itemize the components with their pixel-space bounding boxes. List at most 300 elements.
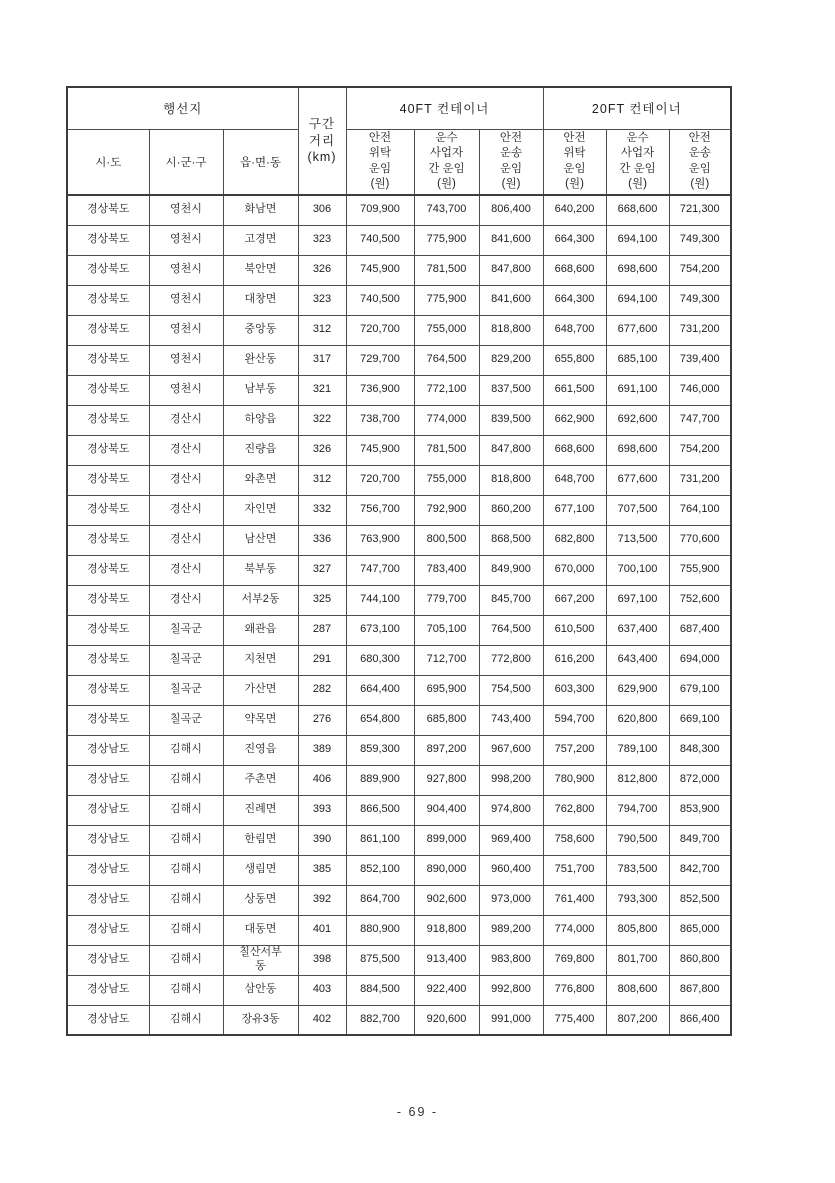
cell-distance-km: 317 bbox=[298, 345, 346, 375]
cell-20ft-safe-transport-fare: 749,300 bbox=[669, 285, 731, 315]
cell-20ft-inter-carrier-fare: 691,100 bbox=[606, 375, 669, 405]
cell-40ft-safe-transport-fare: 772,800 bbox=[479, 645, 543, 675]
cell-20ft-safe-transport-fare: 752,600 bbox=[669, 585, 731, 615]
cell-40ft-inter-carrier-fare: 695,900 bbox=[414, 675, 479, 705]
cell-sido: 경상남도 bbox=[67, 975, 149, 1005]
cell-sigungu: 김해시 bbox=[149, 795, 223, 825]
cell-eupmyeondong: 서부2동 bbox=[223, 585, 298, 615]
cell-sido: 경상북도 bbox=[67, 345, 149, 375]
cell-20ft-safe-consignment-fare: 780,900 bbox=[543, 765, 606, 795]
cell-40ft-inter-carrier-fare: 755,000 bbox=[414, 315, 479, 345]
cell-eupmyeondong: 생림면 bbox=[223, 855, 298, 885]
cell-40ft-safe-transport-fare: 764,500 bbox=[479, 615, 543, 645]
cell-sido: 경상북도 bbox=[67, 495, 149, 525]
cell-distance-km: 326 bbox=[298, 255, 346, 285]
cell-sigungu: 김해시 bbox=[149, 765, 223, 795]
cell-20ft-safe-consignment-fare: 661,500 bbox=[543, 375, 606, 405]
cell-eupmyeondong: 진례면 bbox=[223, 795, 298, 825]
cell-20ft-safe-transport-fare: 669,100 bbox=[669, 705, 731, 735]
cell-20ft-safe-transport-fare: 754,200 bbox=[669, 435, 731, 465]
cell-sigungu: 김해시 bbox=[149, 975, 223, 1005]
cell-40ft-safe-transport-fare: 847,800 bbox=[479, 255, 543, 285]
cell-20ft-safe-consignment-fare: 594,700 bbox=[543, 705, 606, 735]
cell-20ft-safe-transport-fare: 687,400 bbox=[669, 615, 731, 645]
cell-40ft-safe-transport-fare: 841,600 bbox=[479, 225, 543, 255]
cell-40ft-inter-carrier-fare: 685,800 bbox=[414, 705, 479, 735]
cell-40ft-safe-consignment-fare: 673,100 bbox=[346, 615, 414, 645]
cell-40ft-inter-carrier-fare: 781,500 bbox=[414, 255, 479, 285]
cell-20ft-inter-carrier-fare: 789,100 bbox=[606, 735, 669, 765]
cell-sigungu: 김해시 bbox=[149, 1005, 223, 1035]
cell-40ft-inter-carrier-fare: 899,000 bbox=[414, 825, 479, 855]
cell-eupmyeondong: 남산면 bbox=[223, 525, 298, 555]
cell-20ft-inter-carrier-fare: 694,100 bbox=[606, 285, 669, 315]
cell-eupmyeondong: 와촌면 bbox=[223, 465, 298, 495]
cell-20ft-safe-consignment-fare: 616,200 bbox=[543, 645, 606, 675]
cell-distance-km: 402 bbox=[298, 1005, 346, 1035]
cell-20ft-safe-consignment-fare: 751,700 bbox=[543, 855, 606, 885]
cell-20ft-safe-transport-fare: 721,300 bbox=[669, 195, 731, 225]
table-row bbox=[67, 765, 731, 795]
cell-eupmyeondong: 가산면 bbox=[223, 675, 298, 705]
cell-eupmyeondong: 삼안동 bbox=[223, 975, 298, 1005]
cell-40ft-safe-transport-fare: 837,500 bbox=[479, 375, 543, 405]
table-row bbox=[67, 885, 731, 915]
cell-sido: 경상남도 bbox=[67, 825, 149, 855]
cell-20ft-inter-carrier-fare: 805,800 bbox=[606, 915, 669, 945]
cell-40ft-safe-transport-fare: 991,000 bbox=[479, 1005, 543, 1035]
table-row bbox=[67, 225, 731, 255]
cell-40ft-safe-consignment-fare: 864,700 bbox=[346, 885, 414, 915]
header-section-distance-km: 구간 거리 (km) bbox=[298, 87, 346, 195]
cell-20ft-inter-carrier-fare: 685,100 bbox=[606, 345, 669, 375]
cell-20ft-inter-carrier-fare: 620,800 bbox=[606, 705, 669, 735]
cell-sigungu: 김해시 bbox=[149, 855, 223, 885]
cell-sigungu: 경산시 bbox=[149, 465, 223, 495]
cell-eupmyeondong: 북부동 bbox=[223, 555, 298, 585]
table-row bbox=[67, 675, 731, 705]
table-row bbox=[67, 525, 731, 555]
cell-20ft-safe-consignment-fare: 774,000 bbox=[543, 915, 606, 945]
table-row bbox=[67, 375, 731, 405]
cell-eupmyeondong: 북안면 bbox=[223, 255, 298, 285]
cell-40ft-inter-carrier-fare: 712,700 bbox=[414, 645, 479, 675]
cell-40ft-inter-carrier-fare: 890,000 bbox=[414, 855, 479, 885]
cell-40ft-safe-transport-fare: 841,600 bbox=[479, 285, 543, 315]
cell-20ft-safe-consignment-fare: 603,300 bbox=[543, 675, 606, 705]
cell-distance-km: 332 bbox=[298, 495, 346, 525]
cell-40ft-inter-carrier-fare: 800,500 bbox=[414, 525, 479, 555]
cell-distance-km: 389 bbox=[298, 735, 346, 765]
cell-20ft-safe-consignment-fare: 677,100 bbox=[543, 495, 606, 525]
cell-20ft-inter-carrier-fare: 807,200 bbox=[606, 1005, 669, 1035]
cell-distance-km: 401 bbox=[298, 915, 346, 945]
header-40ft-safe-transport-fare: 안전 운송 운임 (원) bbox=[479, 129, 543, 195]
cell-20ft-inter-carrier-fare: 700,100 bbox=[606, 555, 669, 585]
header-destination-group: 행선지 bbox=[67, 87, 298, 129]
cell-40ft-inter-carrier-fare: 779,700 bbox=[414, 585, 479, 615]
cell-sigungu: 칠곡군 bbox=[149, 675, 223, 705]
cell-40ft-inter-carrier-fare: 913,400 bbox=[414, 945, 479, 975]
cell-40ft-safe-transport-fare: 868,500 bbox=[479, 525, 543, 555]
cell-distance-km: 390 bbox=[298, 825, 346, 855]
cell-20ft-safe-transport-fare: 755,900 bbox=[669, 555, 731, 585]
cell-20ft-inter-carrier-fare: 697,100 bbox=[606, 585, 669, 615]
cell-20ft-safe-transport-fare: 842,700 bbox=[669, 855, 731, 885]
cell-distance-km: 287 bbox=[298, 615, 346, 645]
cell-20ft-inter-carrier-fare: 668,600 bbox=[606, 195, 669, 225]
cell-distance-km: 322 bbox=[298, 405, 346, 435]
cell-40ft-safe-consignment-fare: 720,700 bbox=[346, 315, 414, 345]
cell-eupmyeondong: 하양읍 bbox=[223, 405, 298, 435]
cell-20ft-safe-consignment-fare: 662,900 bbox=[543, 405, 606, 435]
cell-sido: 경상남도 bbox=[67, 915, 149, 945]
cell-sigungu: 영천시 bbox=[149, 285, 223, 315]
cell-sido: 경상북도 bbox=[67, 255, 149, 285]
cell-20ft-safe-transport-fare: 872,000 bbox=[669, 765, 731, 795]
cell-20ft-safe-consignment-fare: 668,600 bbox=[543, 435, 606, 465]
cell-sigungu: 경산시 bbox=[149, 435, 223, 465]
cell-sido: 경상남도 bbox=[67, 885, 149, 915]
table-row bbox=[67, 285, 731, 315]
cell-40ft-safe-consignment-fare: 740,500 bbox=[346, 285, 414, 315]
cell-20ft-inter-carrier-fare: 794,700 bbox=[606, 795, 669, 825]
cell-sido: 경상북도 bbox=[67, 435, 149, 465]
cell-20ft-safe-transport-fare: 694,000 bbox=[669, 645, 731, 675]
cell-40ft-safe-transport-fare: 967,600 bbox=[479, 735, 543, 765]
header-20ft-safe-consignment-fare: 안전 위탁 운임 (원) bbox=[543, 129, 606, 195]
cell-sido: 경상남도 bbox=[67, 855, 149, 885]
cell-40ft-safe-consignment-fare: 744,100 bbox=[346, 585, 414, 615]
header-eupmyeondong: 읍·면·동 bbox=[223, 129, 298, 195]
cell-20ft-safe-consignment-fare: 648,700 bbox=[543, 315, 606, 345]
cell-sigungu: 김해시 bbox=[149, 735, 223, 765]
cell-20ft-safe-consignment-fare: 769,800 bbox=[543, 945, 606, 975]
cell-40ft-safe-transport-fare: 973,000 bbox=[479, 885, 543, 915]
header-20ft-container-group: 20FT 컨테이너 bbox=[543, 87, 731, 129]
cell-sigungu: 칠곡군 bbox=[149, 615, 223, 645]
cell-sido: 경상북도 bbox=[67, 705, 149, 735]
cell-40ft-inter-carrier-fare: 792,900 bbox=[414, 495, 479, 525]
cell-40ft-safe-transport-fare: 849,900 bbox=[479, 555, 543, 585]
cell-40ft-safe-transport-fare: 989,200 bbox=[479, 915, 543, 945]
cell-40ft-safe-consignment-fare: 852,100 bbox=[346, 855, 414, 885]
cell-40ft-safe-consignment-fare: 866,500 bbox=[346, 795, 414, 825]
cell-40ft-inter-carrier-fare: 902,600 bbox=[414, 885, 479, 915]
cell-20ft-inter-carrier-fare: 808,600 bbox=[606, 975, 669, 1005]
cell-sido: 경상북도 bbox=[67, 675, 149, 705]
cell-20ft-safe-consignment-fare: 761,400 bbox=[543, 885, 606, 915]
cell-40ft-inter-carrier-fare: 781,500 bbox=[414, 435, 479, 465]
table-row bbox=[67, 495, 731, 525]
table-row bbox=[67, 195, 731, 225]
cell-40ft-safe-transport-fare: 992,800 bbox=[479, 975, 543, 1005]
cell-distance-km: 306 bbox=[298, 195, 346, 225]
cell-20ft-safe-consignment-fare: 667,200 bbox=[543, 585, 606, 615]
cell-20ft-inter-carrier-fare: 677,600 bbox=[606, 315, 669, 345]
cell-sigungu: 경산시 bbox=[149, 495, 223, 525]
cell-20ft-safe-transport-fare: 852,500 bbox=[669, 885, 731, 915]
cell-distance-km: 326 bbox=[298, 435, 346, 465]
table-row bbox=[67, 945, 731, 975]
cell-sido: 경상북도 bbox=[67, 615, 149, 645]
cell-distance-km: 321 bbox=[298, 375, 346, 405]
cell-20ft-safe-consignment-fare: 762,800 bbox=[543, 795, 606, 825]
page-number: - 69 - bbox=[396, 1105, 439, 1119]
cell-40ft-safe-consignment-fare: 729,700 bbox=[346, 345, 414, 375]
cell-20ft-inter-carrier-fare: 629,900 bbox=[606, 675, 669, 705]
cell-40ft-inter-carrier-fare: 775,900 bbox=[414, 225, 479, 255]
cell-40ft-safe-transport-fare: 860,200 bbox=[479, 495, 543, 525]
cell-eupmyeondong: 한림면 bbox=[223, 825, 298, 855]
cell-40ft-safe-consignment-fare: 745,900 bbox=[346, 255, 414, 285]
cell-sido: 경상북도 bbox=[67, 555, 149, 585]
cell-40ft-safe-transport-fare: 754,500 bbox=[479, 675, 543, 705]
cell-20ft-inter-carrier-fare: 637,400 bbox=[606, 615, 669, 645]
table-row bbox=[67, 915, 731, 945]
cell-20ft-safe-consignment-fare: 758,600 bbox=[543, 825, 606, 855]
cell-sido: 경상북도 bbox=[67, 585, 149, 615]
cell-20ft-safe-transport-fare: 860,800 bbox=[669, 945, 731, 975]
header-40ft-container-group: 40FT 컨테이너 bbox=[346, 87, 543, 129]
cell-sido: 경상북도 bbox=[67, 405, 149, 435]
cell-40ft-safe-transport-fare: 829,200 bbox=[479, 345, 543, 375]
cell-sigungu: 경산시 bbox=[149, 405, 223, 435]
cell-sigungu: 칠곡군 bbox=[149, 705, 223, 735]
cell-40ft-safe-consignment-fare: 875,500 bbox=[346, 945, 414, 975]
cell-40ft-inter-carrier-fare: 743,700 bbox=[414, 195, 479, 225]
cell-sido: 경상북도 bbox=[67, 225, 149, 255]
cell-20ft-inter-carrier-fare: 677,600 bbox=[606, 465, 669, 495]
cell-40ft-inter-carrier-fare: 772,100 bbox=[414, 375, 479, 405]
cell-sigungu: 영천시 bbox=[149, 345, 223, 375]
table-row bbox=[67, 585, 731, 615]
cell-40ft-inter-carrier-fare: 775,900 bbox=[414, 285, 479, 315]
table-row bbox=[67, 435, 731, 465]
cell-20ft-safe-transport-fare: 754,200 bbox=[669, 255, 731, 285]
cell-20ft-safe-consignment-fare: 668,600 bbox=[543, 255, 606, 285]
cell-20ft-inter-carrier-fare: 801,700 bbox=[606, 945, 669, 975]
cell-40ft-inter-carrier-fare: 755,000 bbox=[414, 465, 479, 495]
cell-20ft-safe-transport-fare: 747,700 bbox=[669, 405, 731, 435]
cell-sido: 경상북도 bbox=[67, 465, 149, 495]
cell-20ft-safe-consignment-fare: 682,800 bbox=[543, 525, 606, 555]
cell-40ft-safe-consignment-fare: 861,100 bbox=[346, 825, 414, 855]
cell-sido: 경상북도 bbox=[67, 645, 149, 675]
cell-eupmyeondong: 고경면 bbox=[223, 225, 298, 255]
cell-sigungu: 영천시 bbox=[149, 255, 223, 285]
cell-distance-km: 323 bbox=[298, 225, 346, 255]
cell-20ft-safe-consignment-fare: 670,000 bbox=[543, 555, 606, 585]
header-20ft-inter-carrier-fare: 운수 사업자 간 운임 (원) bbox=[606, 129, 669, 195]
cell-eupmyeondong: 지천면 bbox=[223, 645, 298, 675]
cell-20ft-safe-transport-fare: 679,100 bbox=[669, 675, 731, 705]
cell-20ft-safe-transport-fare: 746,000 bbox=[669, 375, 731, 405]
cell-eupmyeondong: 진량읍 bbox=[223, 435, 298, 465]
header-40ft-safe-consignment-fare: 안전 위탁 운임 (원) bbox=[346, 129, 414, 195]
cell-distance-km: 327 bbox=[298, 555, 346, 585]
table-row bbox=[67, 345, 731, 375]
cell-sigungu: 김해시 bbox=[149, 825, 223, 855]
cell-20ft-inter-carrier-fare: 812,800 bbox=[606, 765, 669, 795]
table-body bbox=[67, 195, 731, 1035]
cell-eupmyeondong: 주촌면 bbox=[223, 765, 298, 795]
cell-eupmyeondong: 화남면 bbox=[223, 195, 298, 225]
cell-20ft-safe-consignment-fare: 664,300 bbox=[543, 225, 606, 255]
cell-20ft-safe-consignment-fare: 648,700 bbox=[543, 465, 606, 495]
cell-20ft-safe-consignment-fare: 664,300 bbox=[543, 285, 606, 315]
cell-40ft-safe-consignment-fare: 709,900 bbox=[346, 195, 414, 225]
cell-20ft-inter-carrier-fare: 707,500 bbox=[606, 495, 669, 525]
cell-20ft-safe-transport-fare: 865,000 bbox=[669, 915, 731, 945]
cell-distance-km: 291 bbox=[298, 645, 346, 675]
cell-sido: 경상북도 bbox=[67, 195, 149, 225]
container-freight-rate-table bbox=[66, 86, 732, 1036]
cell-20ft-safe-transport-fare: 849,700 bbox=[669, 825, 731, 855]
cell-20ft-safe-transport-fare: 739,400 bbox=[669, 345, 731, 375]
cell-40ft-safe-consignment-fare: 738,700 bbox=[346, 405, 414, 435]
cell-distance-km: 282 bbox=[298, 675, 346, 705]
cell-40ft-safe-transport-fare: 983,800 bbox=[479, 945, 543, 975]
cell-40ft-safe-transport-fare: 998,200 bbox=[479, 765, 543, 795]
cell-sido: 경상남도 bbox=[67, 765, 149, 795]
cell-sigungu: 김해시 bbox=[149, 915, 223, 945]
cell-20ft-safe-transport-fare: 764,100 bbox=[669, 495, 731, 525]
cell-sigungu: 경산시 bbox=[149, 555, 223, 585]
cell-40ft-inter-carrier-fare: 783,400 bbox=[414, 555, 479, 585]
cell-40ft-inter-carrier-fare: 922,400 bbox=[414, 975, 479, 1005]
cell-distance-km: 336 bbox=[298, 525, 346, 555]
cell-eupmyeondong: 중앙동 bbox=[223, 315, 298, 345]
cell-40ft-safe-consignment-fare: 664,400 bbox=[346, 675, 414, 705]
cell-eupmyeondong: 대창면 bbox=[223, 285, 298, 315]
cell-40ft-safe-transport-fare: 969,400 bbox=[479, 825, 543, 855]
cell-40ft-safe-transport-fare: 847,800 bbox=[479, 435, 543, 465]
cell-eupmyeondong: 남부동 bbox=[223, 375, 298, 405]
cell-distance-km: 393 bbox=[298, 795, 346, 825]
cell-40ft-safe-transport-fare: 818,800 bbox=[479, 465, 543, 495]
cell-20ft-safe-transport-fare: 867,800 bbox=[669, 975, 731, 1005]
table-row bbox=[67, 1005, 731, 1035]
cell-sido: 경상남도 bbox=[67, 735, 149, 765]
table-row bbox=[67, 465, 731, 495]
cell-40ft-safe-transport-fare: 818,800 bbox=[479, 315, 543, 345]
table-row bbox=[67, 255, 731, 285]
cell-40ft-safe-transport-fare: 960,400 bbox=[479, 855, 543, 885]
cell-eupmyeondong: 상동면 bbox=[223, 885, 298, 915]
cell-sigungu: 경산시 bbox=[149, 585, 223, 615]
cell-distance-km: 312 bbox=[298, 465, 346, 495]
cell-distance-km: 403 bbox=[298, 975, 346, 1005]
cell-40ft-inter-carrier-fare: 897,200 bbox=[414, 735, 479, 765]
cell-sigungu: 영천시 bbox=[149, 375, 223, 405]
table-row bbox=[67, 315, 731, 345]
cell-40ft-inter-carrier-fare: 920,600 bbox=[414, 1005, 479, 1035]
header-sigungu: 시·군·구 bbox=[149, 129, 223, 195]
cell-40ft-safe-consignment-fare: 680,300 bbox=[346, 645, 414, 675]
cell-20ft-safe-consignment-fare: 757,200 bbox=[543, 735, 606, 765]
cell-40ft-safe-consignment-fare: 884,500 bbox=[346, 975, 414, 1005]
cell-40ft-inter-carrier-fare: 918,800 bbox=[414, 915, 479, 945]
table-row bbox=[67, 405, 731, 435]
cell-eupmyeondong: 진영읍 bbox=[223, 735, 298, 765]
cell-distance-km: 325 bbox=[298, 585, 346, 615]
cell-20ft-inter-carrier-fare: 694,100 bbox=[606, 225, 669, 255]
cell-20ft-inter-carrier-fare: 692,600 bbox=[606, 405, 669, 435]
cell-40ft-safe-consignment-fare: 859,300 bbox=[346, 735, 414, 765]
table-row bbox=[67, 975, 731, 1005]
cell-40ft-inter-carrier-fare: 774,000 bbox=[414, 405, 479, 435]
cell-distance-km: 323 bbox=[298, 285, 346, 315]
cell-eupmyeondong: 칠산서부 동 bbox=[223, 945, 298, 975]
cell-distance-km: 398 bbox=[298, 945, 346, 975]
cell-sido: 경상북도 bbox=[67, 525, 149, 555]
cell-20ft-safe-consignment-fare: 640,200 bbox=[543, 195, 606, 225]
cell-distance-km: 312 bbox=[298, 315, 346, 345]
cell-sido: 경상북도 bbox=[67, 375, 149, 405]
cell-40ft-safe-consignment-fare: 882,700 bbox=[346, 1005, 414, 1035]
header-20ft-safe-transport-fare: 안전 운송 운임 (원) bbox=[669, 129, 731, 195]
cell-40ft-safe-consignment-fare: 654,800 bbox=[346, 705, 414, 735]
cell-eupmyeondong: 자인면 bbox=[223, 495, 298, 525]
cell-20ft-safe-transport-fare: 749,300 bbox=[669, 225, 731, 255]
cell-20ft-inter-carrier-fare: 643,400 bbox=[606, 645, 669, 675]
table-header bbox=[67, 87, 731, 195]
cell-distance-km: 276 bbox=[298, 705, 346, 735]
cell-40ft-inter-carrier-fare: 705,100 bbox=[414, 615, 479, 645]
header-sido: 시·도 bbox=[67, 129, 149, 195]
table-row bbox=[67, 555, 731, 585]
cell-distance-km: 406 bbox=[298, 765, 346, 795]
cell-20ft-inter-carrier-fare: 793,300 bbox=[606, 885, 669, 915]
cell-40ft-inter-carrier-fare: 904,400 bbox=[414, 795, 479, 825]
cell-sigungu: 영천시 bbox=[149, 225, 223, 255]
cell-eupmyeondong: 대동면 bbox=[223, 915, 298, 945]
cell-20ft-safe-consignment-fare: 655,800 bbox=[543, 345, 606, 375]
cell-40ft-safe-consignment-fare: 880,900 bbox=[346, 915, 414, 945]
cell-sido: 경상북도 bbox=[67, 315, 149, 345]
cell-eupmyeondong: 왜관읍 bbox=[223, 615, 298, 645]
table-row bbox=[67, 795, 731, 825]
cell-40ft-safe-consignment-fare: 889,900 bbox=[346, 765, 414, 795]
cell-40ft-safe-consignment-fare: 756,700 bbox=[346, 495, 414, 525]
cell-40ft-safe-transport-fare: 839,500 bbox=[479, 405, 543, 435]
cell-20ft-safe-consignment-fare: 775,400 bbox=[543, 1005, 606, 1035]
cell-distance-km: 392 bbox=[298, 885, 346, 915]
cell-20ft-safe-transport-fare: 866,400 bbox=[669, 1005, 731, 1035]
cell-sigungu: 영천시 bbox=[149, 315, 223, 345]
cell-20ft-inter-carrier-fare: 698,600 bbox=[606, 435, 669, 465]
table-row bbox=[67, 705, 731, 735]
cell-40ft-safe-transport-fare: 743,400 bbox=[479, 705, 543, 735]
cell-sigungu: 영천시 bbox=[149, 195, 223, 225]
cell-20ft-safe-transport-fare: 731,200 bbox=[669, 465, 731, 495]
cell-20ft-safe-consignment-fare: 610,500 bbox=[543, 615, 606, 645]
cell-40ft-inter-carrier-fare: 764,500 bbox=[414, 345, 479, 375]
cell-40ft-safe-transport-fare: 806,400 bbox=[479, 195, 543, 225]
table-row bbox=[67, 855, 731, 885]
cell-distance-km: 385 bbox=[298, 855, 346, 885]
cell-sigungu: 칠곡군 bbox=[149, 645, 223, 675]
cell-eupmyeondong: 장유3동 bbox=[223, 1005, 298, 1035]
cell-sido: 경상남도 bbox=[67, 795, 149, 825]
table-row bbox=[67, 825, 731, 855]
cell-40ft-safe-consignment-fare: 740,500 bbox=[346, 225, 414, 255]
cell-20ft-inter-carrier-fare: 790,500 bbox=[606, 825, 669, 855]
cell-40ft-safe-consignment-fare: 763,900 bbox=[346, 525, 414, 555]
header-40ft-inter-carrier-fare: 운수 사업자 간 운임 (원) bbox=[414, 129, 479, 195]
cell-sido: 경상북도 bbox=[67, 285, 149, 315]
